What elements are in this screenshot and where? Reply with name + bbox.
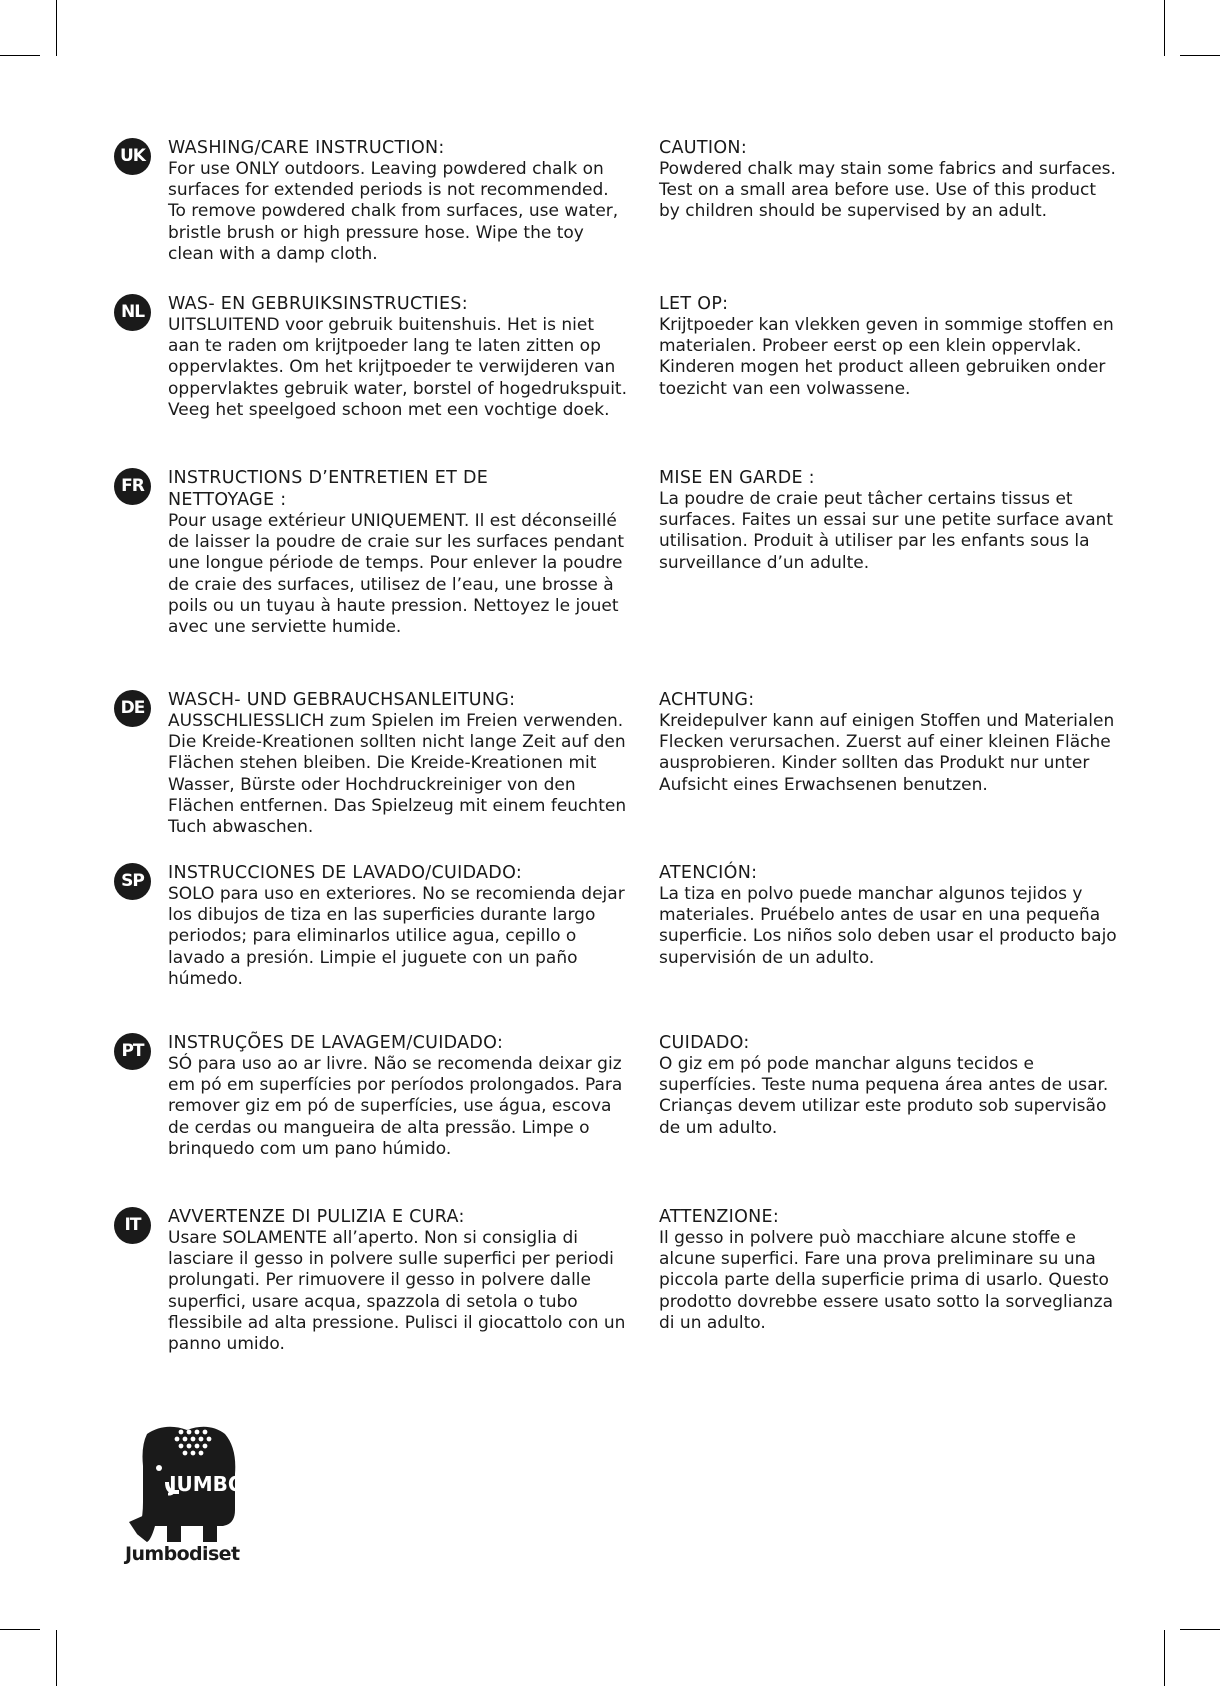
caution-block xyxy=(659,1206,1117,1334)
care-title: WASHING/CARE INSTRUCTION: xyxy=(168,138,445,158)
care-instructions xyxy=(168,689,628,838)
caution-text: Kreidepulver kann auf einigen Stoffen und Materialen Flecken verursachen. Zuerst auf einer kleinen Fläche ausprobieren. Kinder sollten das Produkt nur unter Aufsicht eines Erwachsenen benutzen. xyxy=(659,711,1115,795)
care-title: INSTRUCTIONS D’ENTRETIEN ET DE NETTOYAGE : xyxy=(168,468,489,510)
caution-title: CUIDADO: xyxy=(659,1033,750,1053)
caution-title: ATTENZIONE: xyxy=(659,1207,780,1227)
caution-title: MISE EN GARDE : xyxy=(659,468,815,488)
care-title: AVVERTENZE DI PULIZIA E CURA: xyxy=(168,1207,465,1227)
language-badge-de: DE xyxy=(114,690,151,727)
crop-mark xyxy=(1164,0,1165,56)
care-instructions xyxy=(168,862,628,990)
caution-text: O giz em pó pode manchar alguns tecidos e superfícies. Teste numa pequena área antes de usar. Crianças devem utilizar este produto sob supervisão de um adulto. xyxy=(659,1054,1109,1138)
language-badge-it: IT xyxy=(114,1207,151,1244)
crop-mark xyxy=(1180,55,1220,56)
caution-block xyxy=(659,689,1117,796)
language-badge-uk: UK xyxy=(114,138,151,175)
caution-title: CAUTION: xyxy=(659,138,748,158)
caution-text: Il gesso in polvere può macchiare alcune stoffe e alcune superfici. Fare una prova preliminare su una piccola parte della superficie prima di usarlo. Questo prodotto dovrebbe essere usato sotto la sorveglianza di un adulto. xyxy=(659,1228,1114,1333)
care-title: WASCH- UND GEBRAUCHSANLEITUNG: xyxy=(168,690,516,710)
language-badge-pt: PT xyxy=(114,1033,151,1070)
crop-mark xyxy=(1164,1630,1165,1686)
logo-mark-text: JUMBO xyxy=(169,1472,245,1496)
language-badge-nl: NL xyxy=(114,294,151,331)
caution-block xyxy=(659,1032,1117,1139)
caution-title: ACHTUNG: xyxy=(659,690,755,710)
crop-mark xyxy=(56,1630,57,1686)
care-text: UITSLUITEND voor gebruik buitenshuis. Het is niet aan te raden om krijtpoeder lang te laten zitten op oppervlaktes. Om het krijtpoeder te verwijderen van oppervlaktes gebruik water, borstel of hogedrukspuit. Veeg het speelgoed schoon met een vochtige doek. xyxy=(168,315,627,420)
caution-block xyxy=(659,862,1117,969)
care-instructions xyxy=(168,1206,628,1355)
caution-title: ATENCIÓN: xyxy=(659,863,758,883)
crop-mark xyxy=(1180,1629,1220,1630)
caution-block xyxy=(659,293,1117,400)
care-text: For use ONLY outdoors. Leaving powdered chalk on surfaces for extended periods is not recommended. To remove powdered chalk from surfaces, use water, bristle brush or high pressure hose. Wipe the toy clean with a damp cloth. xyxy=(168,159,619,264)
language-badge-fr: FR xyxy=(114,468,151,505)
caution-block xyxy=(659,137,1117,223)
caution-title: LET OP: xyxy=(659,294,729,314)
crop-mark xyxy=(56,0,57,56)
care-title: INSTRUCCIONES DE LAVADO/CUIDADO: xyxy=(168,863,523,883)
crop-mark xyxy=(0,55,40,56)
care-text: AUSSCHLIESSLICH zum Spielen im Freien verwenden. Die Kreide-Kreationen sollten nicht lange Zeit auf den Flächen stehen bleiben. Die Kreide-Kreationen mit Wasser, Bürste oder Hochdruckreiniger von den Flächen entfernen. Das Spielzeug mit einem feuchten Tuch abwaschen. xyxy=(168,711,627,838)
caution-text: Krijtpoeder kan vlekken geven in sommige stoffen en materialen. Probeer eerst op een klein oppervlak. Kinderen mogen het product alleen gebruiken onder toezicht van een volwassene. xyxy=(659,315,1114,399)
caution-block xyxy=(659,467,1117,574)
caution-text: Powdered chalk may stain some fabrics and surfaces. Test on a small area before use. Use of this product by children should be supervised by an adult. xyxy=(659,159,1116,222)
caution-text: La poudre de craie peut tâcher certains tissus et surfaces. Faites un essai sur une petite surface avant utilisation. Produit à utiliser par les enfants sous la surveillance d’un adulte. xyxy=(659,489,1114,573)
care-text: Usare SOLAMENTE all’aperto. Non si consiglia di lasciare il gesso in polvere sulle superfici per periodi prolungati. Per rimuovere il gesso in polvere dalle superfici, usare acqua, spazzola di setola o tubo flessibile ad alta pressione. Pulisci il giocattolo con un panno umido. xyxy=(168,1228,626,1355)
care-text: SÓ para uso ao ar livre. Não se recomenda deixar giz em pó em superfícies por períodos prolongados. Para remover giz em pó de superfícies, use água, escova de cerdas ou mangueira de alta pressão. Limpe o brinquedo com um pano húmido. xyxy=(168,1054,623,1159)
care-instructions xyxy=(168,467,628,638)
care-instructions xyxy=(168,1032,628,1160)
language-badge-sp: SP xyxy=(114,863,151,900)
brand-name: Jumbodiset xyxy=(125,1543,240,1565)
care-text: Pour usage extérieur UNIQUEMENT. Il est déconseillé de laisser la poudre de craie sur les surfaces pendant une longue période de temps. Pour enlever la poudre de craie des surfaces, utilisez de l’eau, une brosse à poils ou un tuyau à haute pression. Nettoyez le jouet avec une serviette humide. xyxy=(168,511,625,638)
care-title: INSTRUÇÕES DE LAVAGEM/CUIDADO: xyxy=(168,1033,504,1053)
care-title: WAS- EN GEBRUIKSINSTRUCTIES: xyxy=(168,294,468,314)
crop-mark xyxy=(0,1629,40,1630)
caution-text: La tiza en polvo puede manchar algunos tejidos y materiales. Pruébelo antes de usar en una pequeña superficie. Los niños solo deben usar el producto bajo supervisión de un adulto. xyxy=(659,884,1117,968)
care-text: SOLO para uso en exteriores. No se recomienda dejar los dibujos de tiza en las superficies durante largo periodos; para eliminarlos utilice agua, cepillo o lavado a presión. Limpie el juguete con un paño húmedo. xyxy=(168,884,625,989)
care-instructions xyxy=(168,137,628,265)
care-instructions xyxy=(168,293,628,421)
